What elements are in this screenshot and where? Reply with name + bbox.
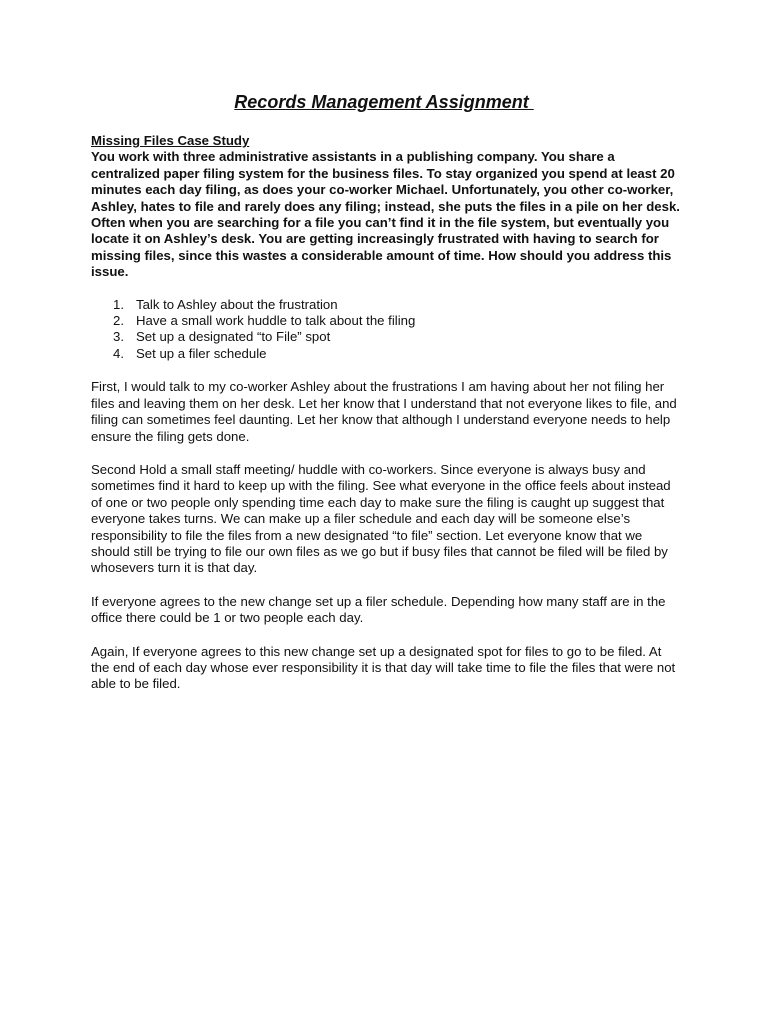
list-item [113, 329, 683, 345]
case-study-heading: Missing Files Case Study [91, 133, 250, 148]
list-item-number: 2. [113, 313, 124, 329]
list-item-number: 1. [113, 296, 124, 312]
paragraph-second: Second Hold a small staff meeting/ huddle with co-workers. Since everyone is always busy and sometimes find it hard to keep up with the filing. See what everyone in the office feels about instead of one or two people only spending time each day to make sure the filing is caught up suggest that everyone takes turns. We can make up a filer schedule and each day will be someone else’s responsibility to file the files from a new designated “to file” section. Let everyone know that we should still be trying to file our own files as we go but if busy files that cannot be filed will be filed by whosevers turn it is that day. [91, 461, 671, 576]
list-item-text: Talk to Ashley about the frustration [136, 296, 338, 312]
list-item-text: Set up a designated “to File” spot [136, 329, 331, 345]
list-item [113, 313, 683, 329]
document-title: Records Management Assignment [234, 92, 534, 112]
action-steps-list [91, 297, 683, 363]
list-item-text: Have a small work huddle to talk about the filing [136, 313, 416, 329]
document-content [91, 133, 683, 693]
case-study-body: You work with three administrative assistants in a publishing company. You share a centralized paper filing system for the business files. To stay organized you spend at least 20 minutes each day filing, as does your co-worker Michael. Unfortunately, you other co-worker, Ashley, hates to file and rarely does any filing; instead, she puts the files in a pile on her desk. Often when you are searching for a file you can’t find it in the file system, but eventually you locate it on Ashley’s desk. You are getting increasingly frustrated with having to search for missing files, since this wastes a considerable amount of time. How should you address this issue. [91, 149, 680, 280]
list-item-number: 3. [113, 329, 124, 345]
paragraph-third: If everyone agrees to the new change set up a filer schedule. Depending how many staff are in the office there could be 1 or two people each day. [91, 593, 666, 626]
list-item-text: Set up a filer schedule [136, 345, 267, 361]
paragraph-first: First, I would talk to my co-worker Ashley about the frustrations I am having about her not filing her files and leaving them on her desk. Let her know that I understand that not everyone likes to file, and filing can sometimes feel daunting. Let her know that although I understand everyone needs to help ensure the filing gets done. [91, 379, 677, 444]
list-item-number: 4. [113, 345, 124, 361]
paragraph-fourth: Again, If everyone agrees to this new change set up a designated spot for files to go to be filed. At the end of each day whose ever responsibility it is that day will take time to file the files that were not able to be filed. [91, 643, 676, 692]
list-item [113, 297, 683, 313]
list-item [113, 346, 683, 362]
